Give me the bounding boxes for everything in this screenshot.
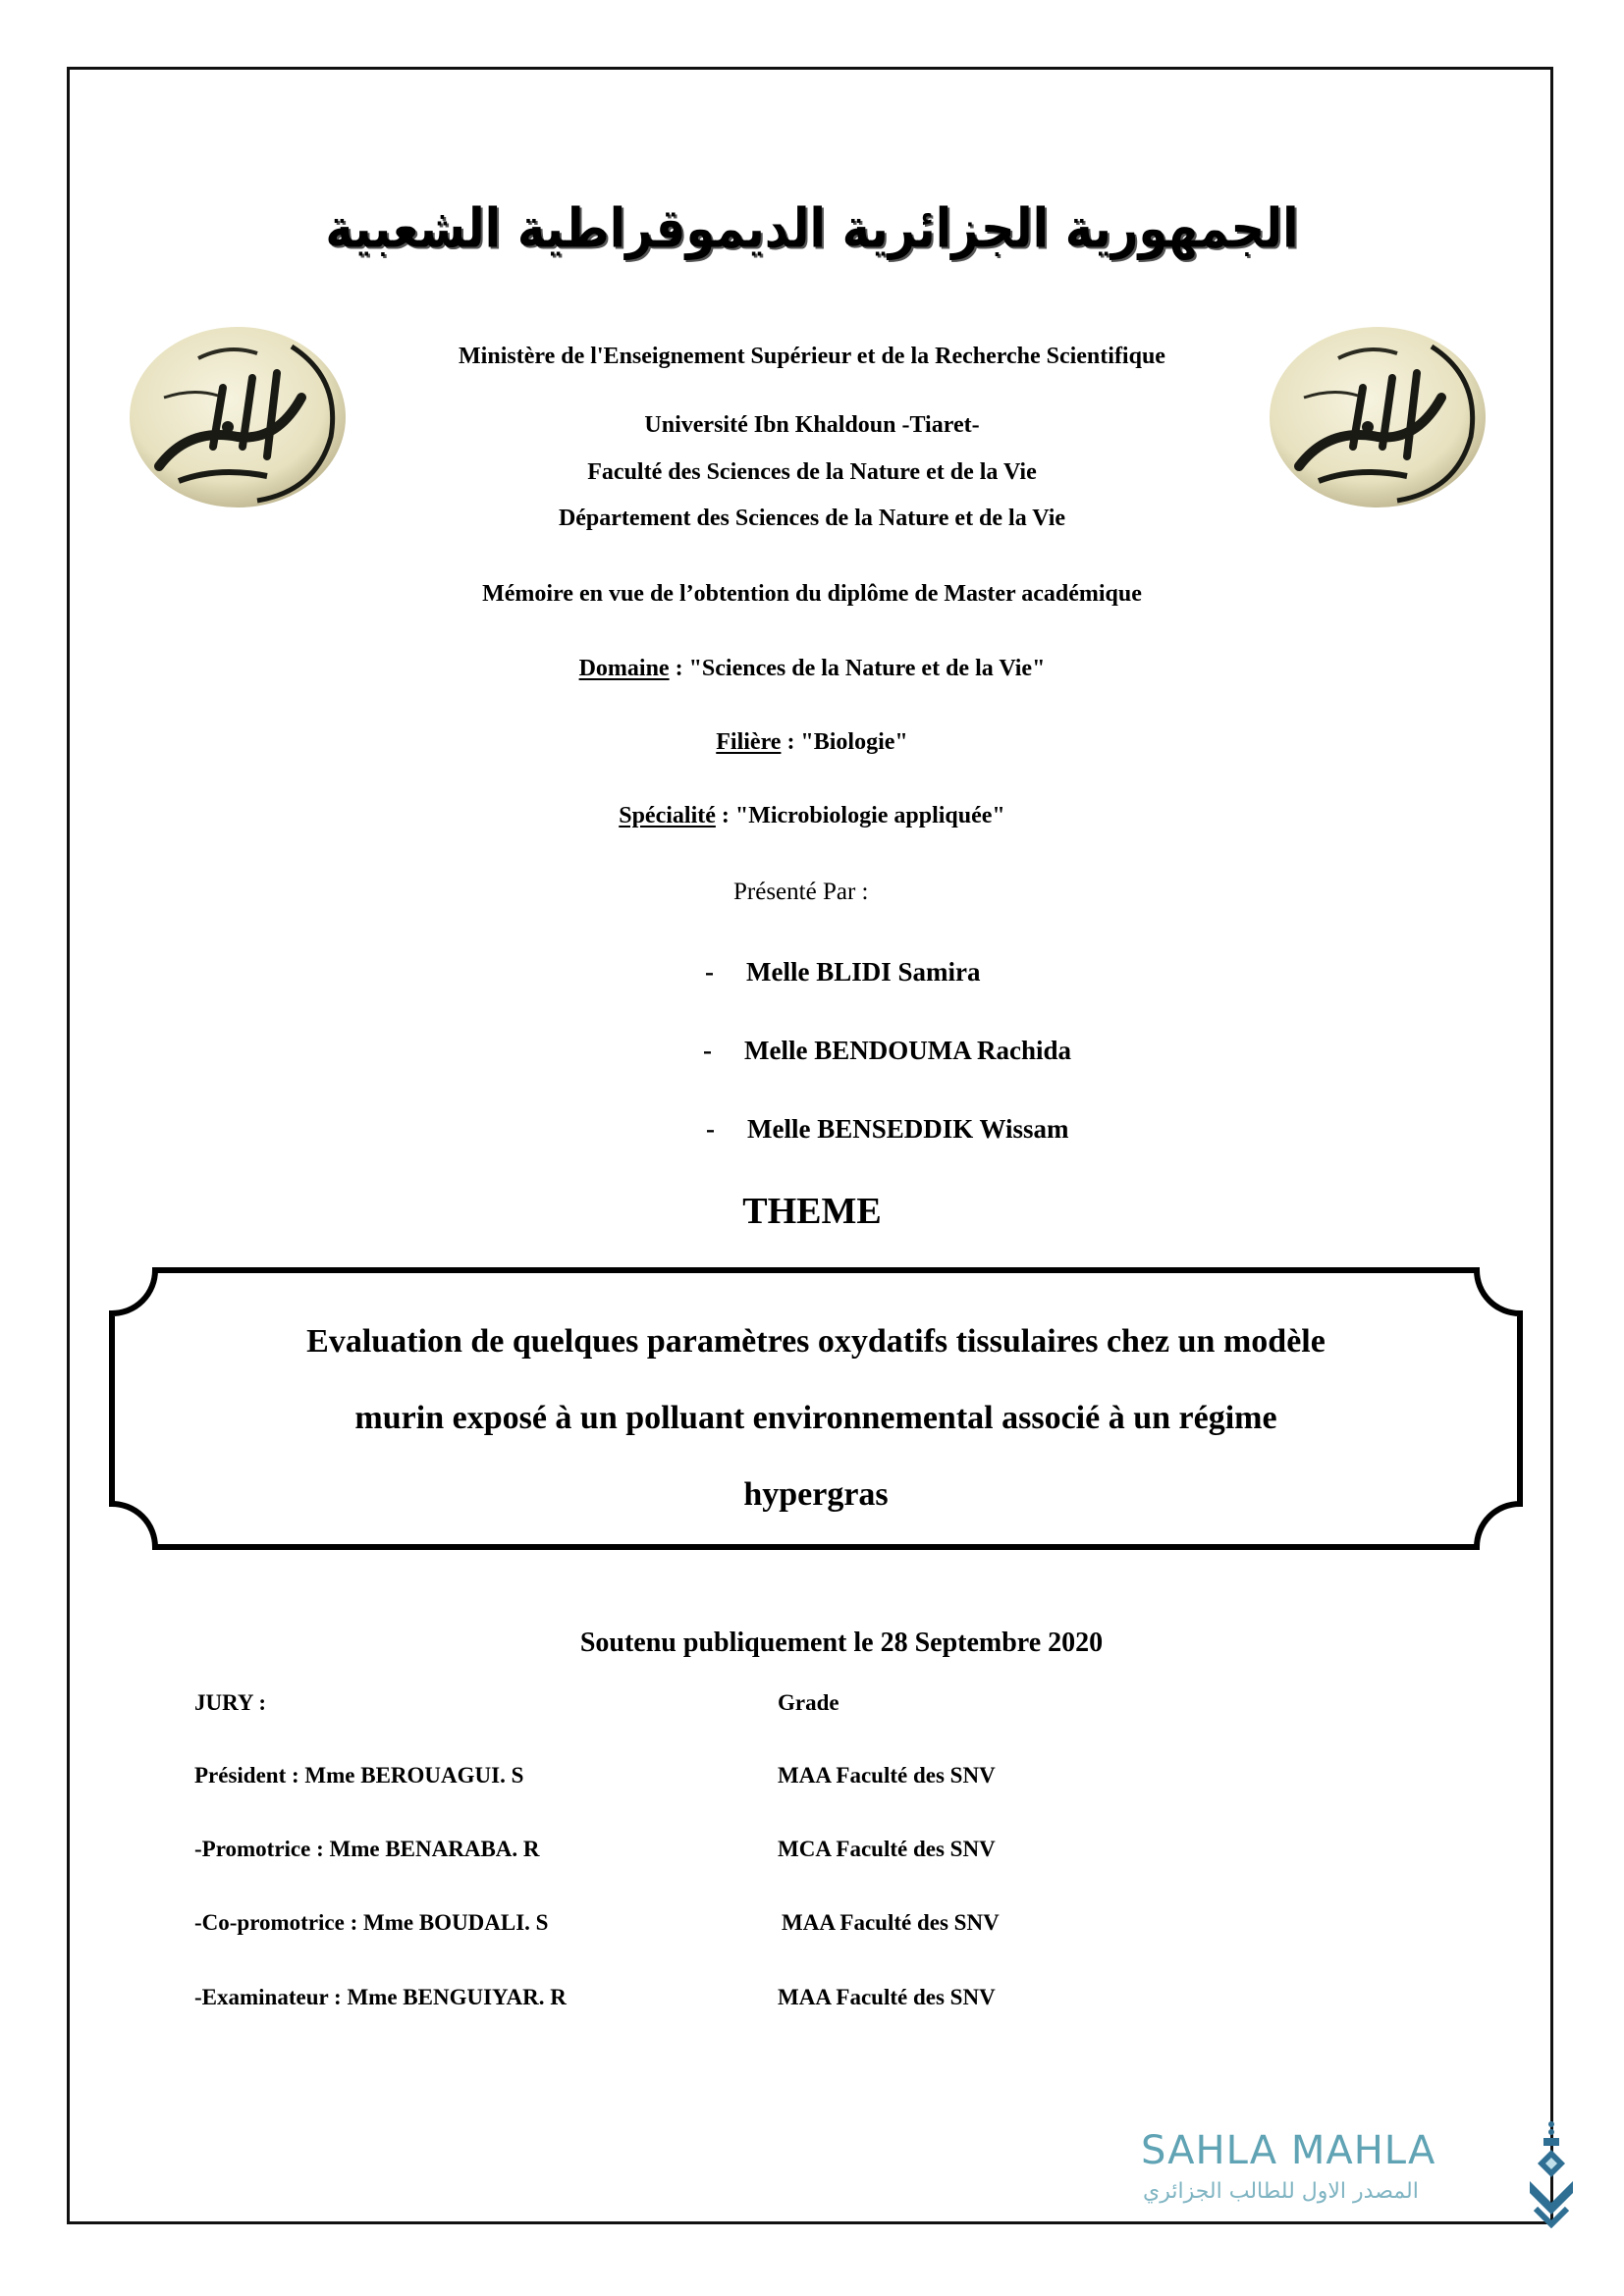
presented-by-label: Présenté Par : [733, 879, 869, 905]
domaine-line [0, 656, 1624, 682]
defense-date: Soutenu publiquement le 28 Septembre 2020 [579, 1628, 1104, 1658]
university-name: Université Ibn Khaldoun -Tiaret- [644, 412, 980, 438]
jury-member-role: -Examinateur : Mme BENGUIYAR. R [194, 1985, 567, 2009]
filiere-line [0, 729, 1624, 756]
filiere-value: : "Biologie" [781, 729, 908, 755]
specialite-line [0, 803, 1624, 829]
jury-member-grade: MAA Faculté des SNV [782, 1910, 1000, 1935]
filiere-label: Filière [716, 729, 782, 755]
thesis-title-line: hypergras [743, 1476, 889, 1513]
brand-tagline: المصدر الاول للطالب الجزائري [1143, 2179, 1419, 2204]
sahla-mahla-watermark [1141, 2120, 1573, 2228]
jury-member-grade: MCA Faculté des SNV [778, 1837, 996, 1861]
arabic-republic-title: الجمهورية الجزائرية الديموقراطية الشعبية [325, 196, 1299, 261]
thesis-title [167, 1304, 1465, 1533]
author-bullet: - [705, 957, 714, 987]
author-name: Melle BENDOUMA Rachida [744, 1036, 1071, 1065]
department-name: Département des Sciences de la Nature et de la Vie [558, 506, 1066, 531]
domaine-label: Domaine [578, 656, 670, 681]
sahla-mahla-logo-icon [1522, 2120, 1577, 2228]
theme-title-box [108, 1266, 1524, 1551]
specialite-value: : "Microbiologie appliquée" [715, 803, 1005, 828]
thesis-title-line: murin exposé à un polluant environnemental associé à un régime [354, 1400, 1277, 1436]
author-name: Melle BLIDI Samira [746, 957, 981, 987]
jury-member-role: -Co-promotrice : Mme BOUDALI. S [194, 1910, 549, 1935]
jury-member-role: -Promotrice : Mme BENARABA. R [194, 1837, 540, 1861]
author-bullet: - [703, 1036, 712, 1065]
jury-member-role: Président : Mme BEROUAGUI. S [194, 1763, 524, 1788]
author-item [705, 957, 980, 988]
specialite-label: Spécialité [619, 803, 716, 828]
thesis-title-line: Evaluation de quelques paramètres oxydatifs tissulaires chez un modèle [306, 1323, 1326, 1360]
author-item [703, 1036, 1071, 1066]
author-item [706, 1114, 1069, 1145]
jury-label: JURY : [194, 1690, 267, 1715]
author-bullet: - [706, 1114, 715, 1144]
author-name: Melle BENSEDDIK Wissam [747, 1114, 1069, 1144]
memoire-description: Mémoire en vue de l’obtention du diplôme de Master académique [482, 581, 1142, 607]
domaine-value: : "Sciences de la Nature et de la Vie" [669, 656, 1046, 681]
brand-name: SAHLA MAHLA [1141, 2128, 1436, 2173]
grade-label: Grade [778, 1690, 839, 1715]
ministry-name: Ministère de l'Enseignement Supérieur et de la Recherche Scientifique [459, 344, 1165, 369]
faculty-name: Faculté des Sciences de la Nature et de la Vie [587, 459, 1037, 485]
jury-member-grade: MAA Faculté des SNV [778, 1985, 996, 2009]
theme-heading: THEME [742, 1191, 882, 1232]
jury-member-grade: MAA Faculté des SNV [778, 1763, 996, 1788]
